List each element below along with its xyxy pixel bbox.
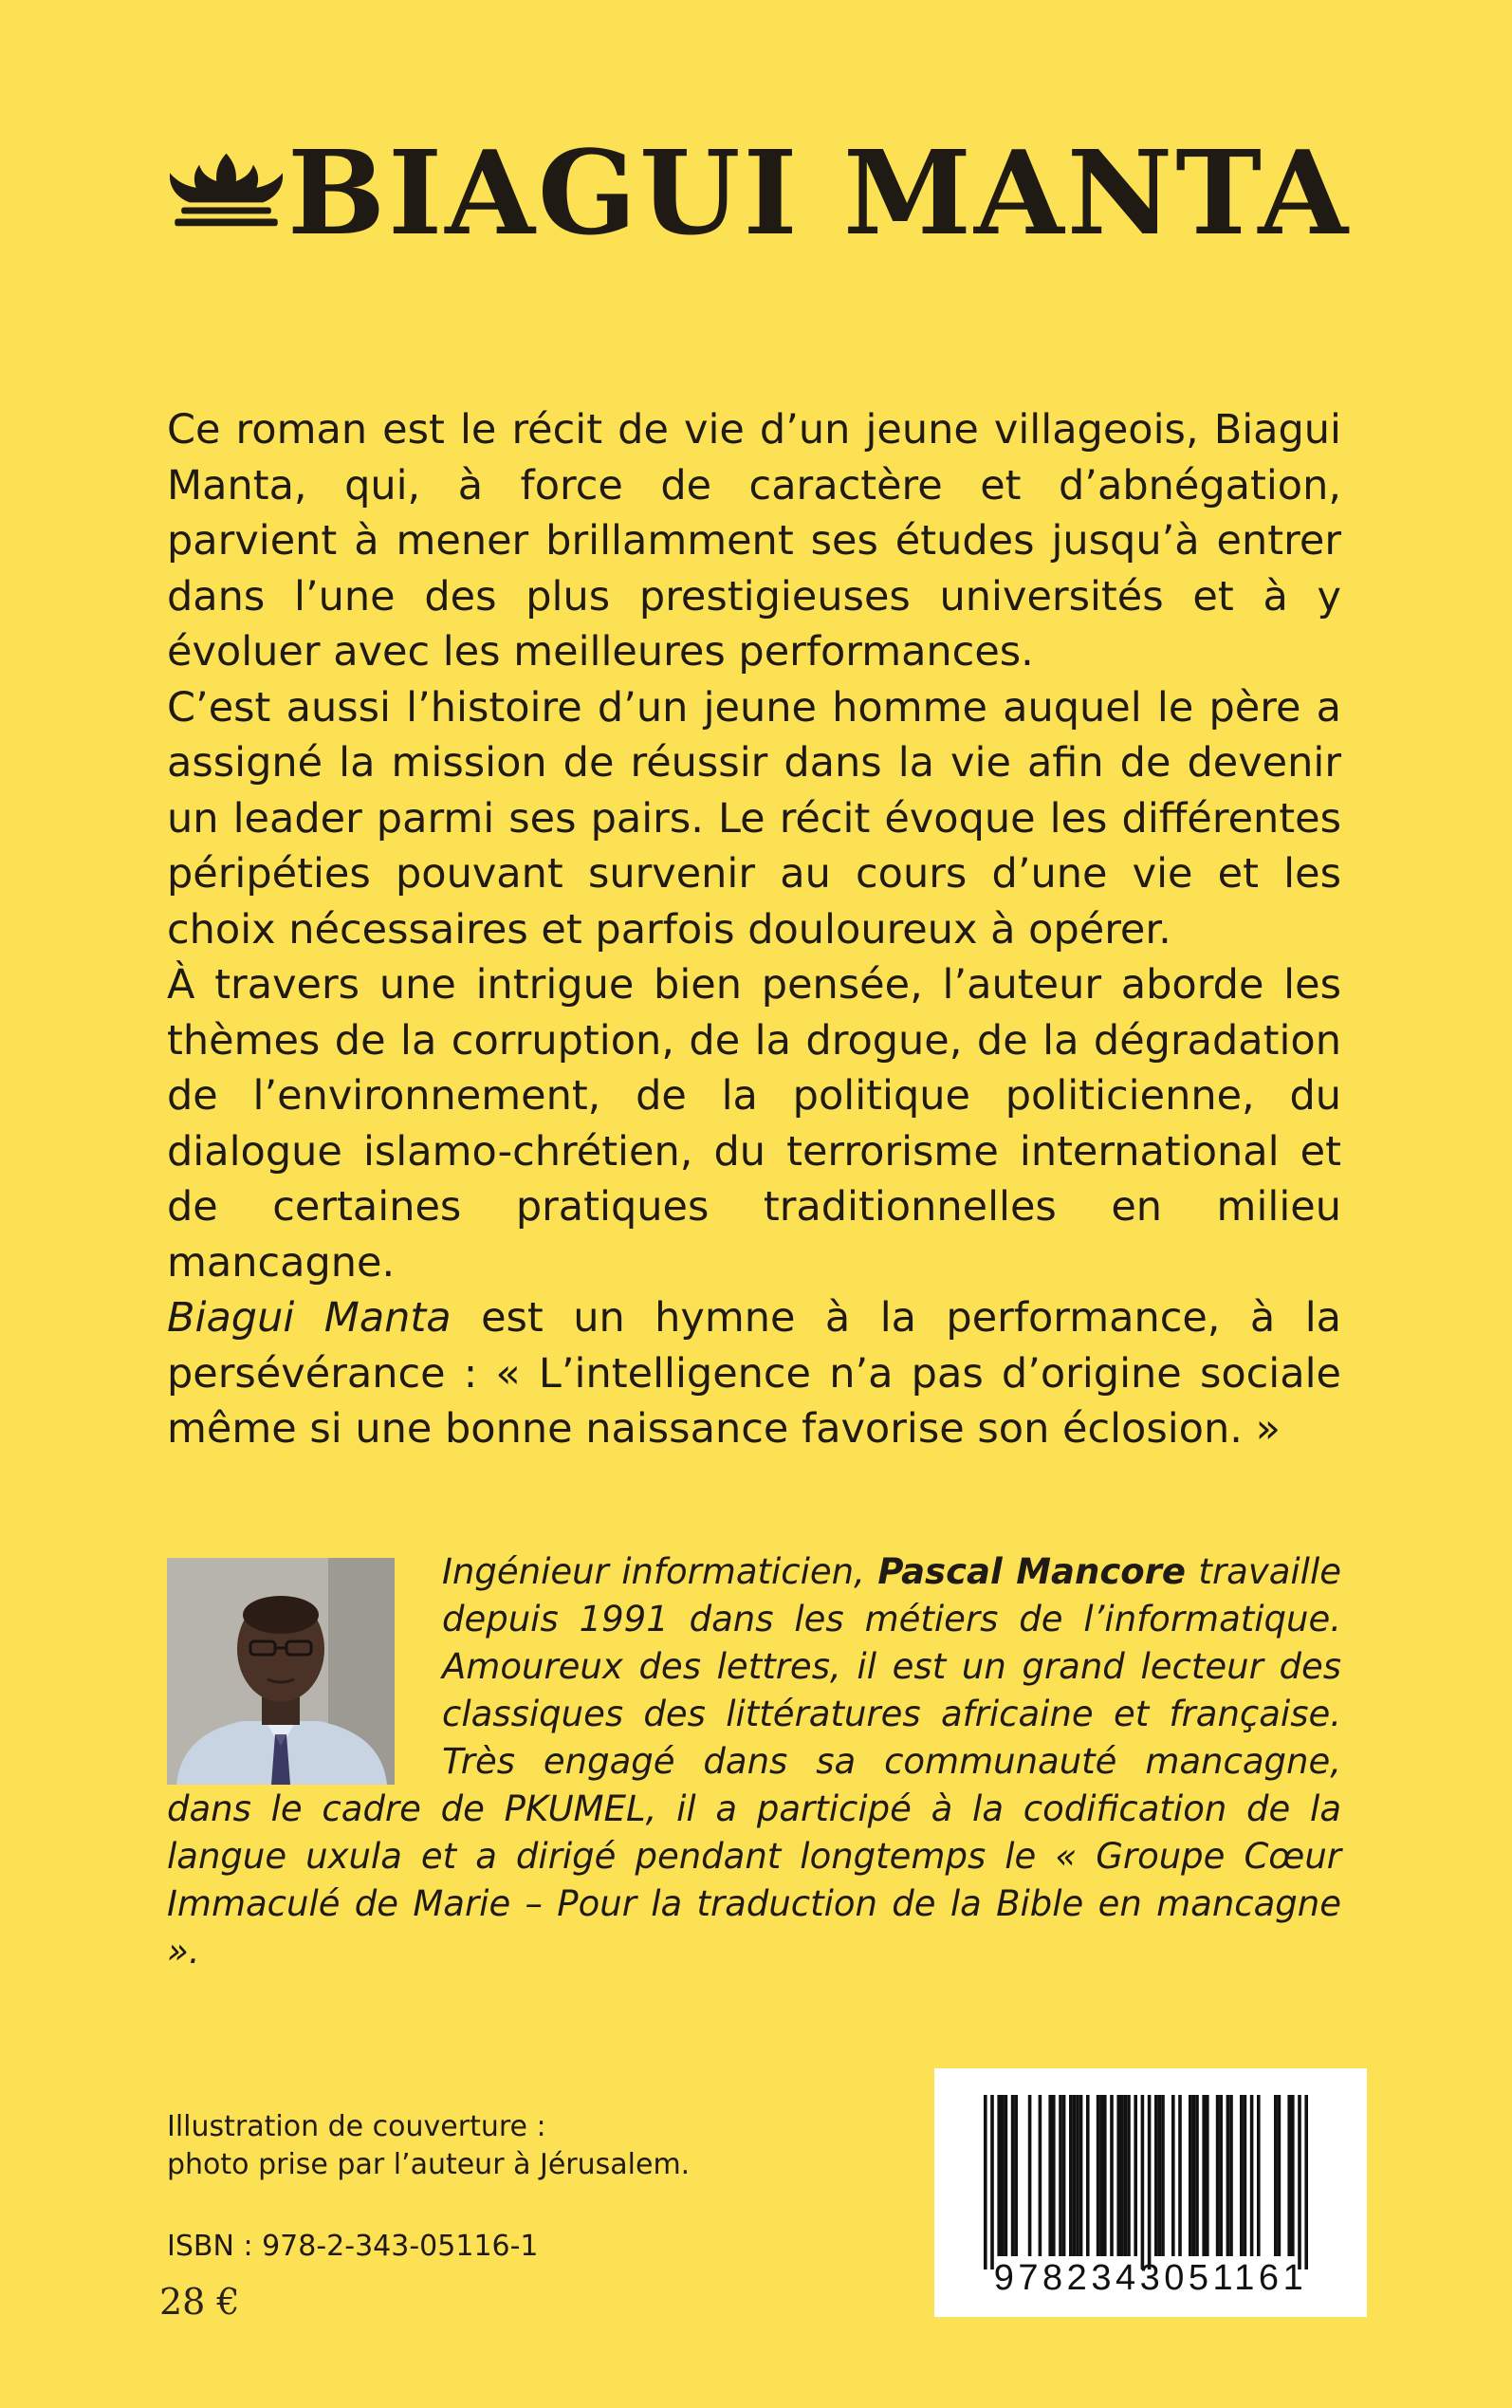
barcode-bar <box>1202 2095 1206 2256</box>
barcode-bar <box>1189 2095 1192 2256</box>
barcode-bar <box>1229 2095 1233 2256</box>
credits-line: Illustration de couverture : <box>167 2110 546 2143</box>
barcode-bar <box>1192 2095 1196 2256</box>
barcode-bar <box>1127 2095 1131 2256</box>
barcode-bar <box>1086 2095 1090 2256</box>
barcode-bar <box>1134 2095 1137 2256</box>
bio-text: travaille depuis 1991 dans les métiers de l’informatique. Amoureux des lettres, il est un grand lecteur des classiques des littératures africaine et française. Très engagé dans sa communauté mancagne, dans le cadre de PKUMEL, il a participé à la codification de la langue uxula et a dirigé pendant longtemps le « Groupe Cœur Immaculé de Marie – Pour la traduction de la Bible en mancagne ». <box>167 1551 1342 1972</box>
barcode-bar <box>1141 2095 1145 2269</box>
barcode-bar <box>1244 2095 1247 2256</box>
cover-credits <box>167 2108 690 2184</box>
barcode-bar <box>1291 2095 1295 2256</box>
barcode <box>934 2068 1367 2317</box>
barcode-bar <box>1062 2095 1066 2256</box>
author-bio <box>167 1548 1341 1975</box>
barcode-bar <box>1124 2095 1128 2256</box>
barcode-bar <box>1148 2095 1152 2269</box>
author-name: Pascal Mancore <box>877 1551 1187 1592</box>
barcode-bar <box>1014 2095 1018 2256</box>
cover-header <box>165 121 1351 264</box>
synopsis-paragraph: À travers une intrigue bien pensée, l’auteur aborde les thèmes de la corruption, de la drogue, de la dégradation de l’environnement, de la politique politicienne, du dialogue islamo-chrétien, du terrorisme international et de certaines pratiques traditionnelles en milieu mancagne. <box>167 961 1341 1287</box>
barcode-bar <box>1028 2095 1032 2256</box>
barcode-bar <box>1195 2095 1199 2256</box>
barcode-bar <box>1298 2095 1301 2269</box>
isbn: ISBN : 978-2-343-05116-1 <box>167 2230 539 2263</box>
barcode-bar <box>1219 2095 1223 2256</box>
barcode-bar <box>1274 2095 1278 2256</box>
barcode-bar <box>1073 2095 1077 2256</box>
book-title-italic: Biagui Manta <box>167 1294 452 1342</box>
barcode-number: 9782343051161 <box>993 2258 1308 2298</box>
barcode-bar <box>1206 2095 1209 2256</box>
barcode-bar <box>1240 2095 1244 2256</box>
barcode-bar <box>1120 2095 1124 2256</box>
crown-icon <box>165 147 287 238</box>
barcode-bar <box>1304 2095 1308 2269</box>
barcode-bar <box>1048 2095 1052 2256</box>
barcode-bar <box>1103 2095 1107 2256</box>
barcode-bar <box>1079 2095 1083 2256</box>
barcode-bar <box>1178 2095 1182 2256</box>
barcode-bar <box>1011 2095 1015 2256</box>
photo-spacer <box>167 1548 442 1782</box>
barcode-bar <box>1216 2095 1220 2256</box>
barcode-bar <box>990 2095 994 2269</box>
barcode-bar <box>1158 2095 1162 2256</box>
barcode-bar <box>1116 2095 1120 2256</box>
barcode-bar <box>1069 2095 1073 2256</box>
barcode-bar <box>1171 2095 1175 2256</box>
barcode-bar <box>1161 2095 1165 2256</box>
synopsis-paragraph <box>167 1290 1341 1457</box>
barcode-bar <box>1287 2095 1291 2256</box>
barcode-bar <box>1097 2095 1100 2256</box>
synopsis-quote: est un hymne à la performance, à la persévérance : « L’intelligence n’a pas d’origine sociale même si une bonne naissance favorise son éclosion. » <box>167 1294 1341 1453</box>
barcode-bar <box>1226 2095 1230 2256</box>
book-title: BIAGUI MANTA <box>287 124 1351 261</box>
synopsis-paragraph: C’est aussi l’histoire d’un jeune homme auquel le père a assigné la mission de réussir dans la vie afin de devenir un leader parmi ses pairs. Le récit évoque les différentes péripéties pouvant survenir au cours d’une vie et les choix nécessaires et parfois douloureux à opérer. <box>167 683 1341 954</box>
barcode-bar <box>1099 2095 1103 2256</box>
barcode-bar <box>1278 2095 1282 2256</box>
barcode-bar <box>1052 2095 1056 2256</box>
barcode-bar <box>1039 2095 1042 2256</box>
credits-line: photo prise par l’auteur à Jérusalem. <box>167 2148 691 2181</box>
bio-text: Ingénieur informaticien, <box>442 1551 878 1592</box>
synopsis <box>167 402 1341 1457</box>
barcode-bar <box>1076 2095 1079 2256</box>
barcode-bar <box>1110 2095 1114 2256</box>
synopsis-paragraph: Ce roman est le récit de vie d’un jeune villageois, Biagui Manta, qui, à force de caractère et d’abnégation, parvient à mener brillamment ses études jusqu’à entrer dans l’une des plus prestigieuses universités et à y évoluer avec les meilleures performances. <box>167 406 1341 676</box>
barcode-bar <box>997 2095 1001 2256</box>
barcode-bar <box>1001 2095 1005 2256</box>
barcode-bar <box>1257 2095 1261 2256</box>
barcode-bar <box>1154 2095 1158 2256</box>
price: 28 € <box>159 2281 240 2323</box>
barcode-bar <box>1059 2095 1062 2256</box>
barcode-bar <box>1005 2095 1008 2256</box>
barcode-bar <box>1250 2095 1254 2256</box>
barcode-bar <box>984 2095 987 2269</box>
